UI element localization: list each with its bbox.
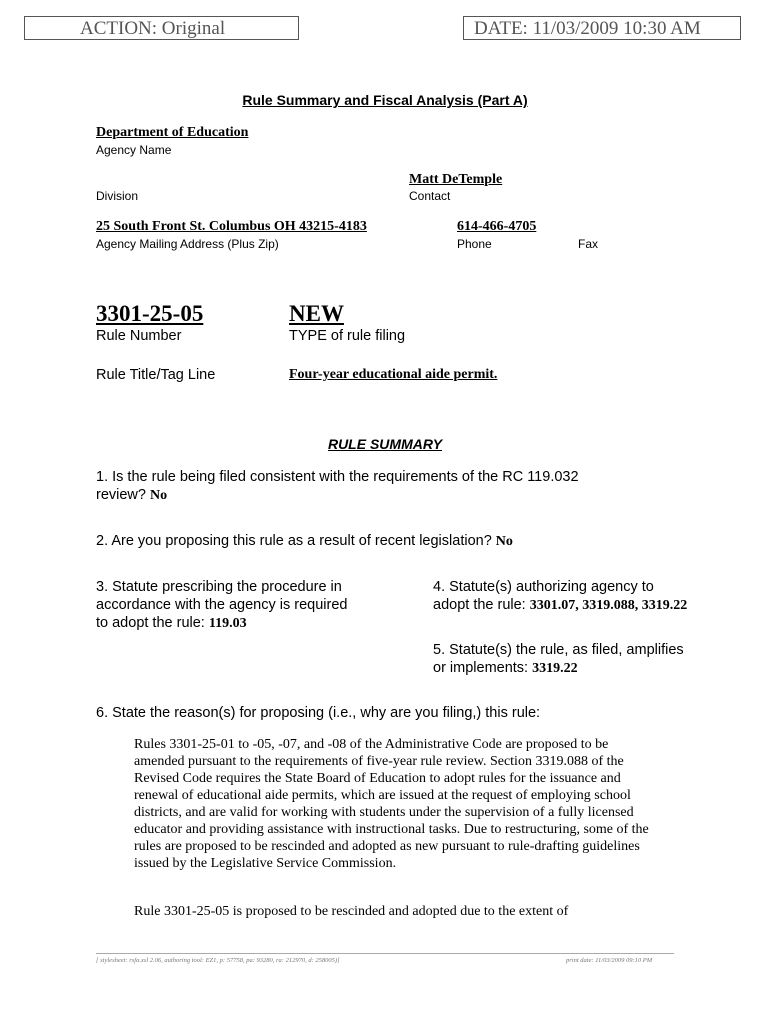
footer-print-date: print date: 11/03/2009 09:10 PM (566, 957, 653, 964)
division-label: Division (96, 189, 139, 203)
rule-number-value: 3301-25-05 (96, 301, 204, 326)
page-title: Rule Summary and Fiscal Analysis (Part A) (242, 92, 528, 108)
question-3-line1: 3. Statute prescribing the procedure in (96, 579, 342, 595)
rule-summary-heading: RULE SUMMARY (327, 436, 443, 452)
question-1-line2 (96, 486, 579, 505)
question-1-answer: No (150, 488, 168, 503)
date-box (463, 16, 741, 40)
date-text: DATE: 11/03/2009 10:30 AM (474, 18, 701, 39)
question-3 (96, 578, 347, 633)
address-label: Agency Mailing Address (Plus Zip) (96, 237, 279, 251)
question-1-text: review? (96, 487, 146, 503)
question-1-line1: 1. Is the rule being filed consistent with the requirements of the RC 119.032 (96, 469, 579, 485)
footer-stylesheet-info: [ stylesheet: rsfa.xsl 2.06, authoring tool: EZ1, p: 57758, pa: 93280, ra: 212970, d: 258005)] (96, 957, 340, 964)
question-3-answer: 119.03 (208, 616, 247, 631)
question-2 (96, 532, 513, 551)
question-3-line3 (96, 614, 347, 633)
question-3-line2: accordance with the agency is required (96, 597, 348, 613)
question-3-text: to adopt the rule: (96, 615, 205, 631)
question-6: 6. State the reason(s) for proposing (i.e., why are you filing,) this rule: (96, 705, 541, 721)
rule-number-label: Rule Number (96, 328, 182, 344)
action-box (24, 16, 299, 40)
question-4 (433, 578, 687, 615)
question-5-line1: 5. Statute(s) the rule, as filed, amplifies (433, 642, 684, 658)
rule-title-value: Four-year educational aide permit. (289, 367, 498, 382)
question-2-text: 2. Are you proposing this rule as a result of recent legislation? (96, 533, 492, 549)
question-4-line2 (433, 596, 687, 615)
phone-label: Phone (457, 237, 492, 251)
rule-title-label: Rule Title/Tag Line (96, 367, 216, 383)
question-1 (96, 468, 579, 505)
agency-name-label: Agency Name (96, 143, 172, 157)
question-2-answer: No (495, 534, 513, 549)
phone-value: 614-466-4705 (457, 219, 537, 234)
question-5-text: or implements: (433, 660, 529, 676)
reason-paragraph-2: Rule 3301-25-05 is proposed to be rescinded and adopted due to the extent of (134, 904, 569, 919)
question-4-answer: 3301.07, 3319.088, 3319.22 (529, 598, 688, 613)
question-4-text: adopt the rule: (433, 597, 526, 613)
rule-type-label: TYPE of rule filing (289, 328, 406, 344)
rule-type-value: NEW (289, 301, 344, 326)
footer-divider (96, 953, 674, 954)
question-5-answer: 3319.22 (532, 661, 578, 676)
address-value: 25 South Front St. Columbus OH 43215-4183 (96, 219, 367, 234)
contact-label: Contact (409, 189, 451, 203)
contact-value: Matt DeTemple (409, 172, 503, 187)
reason-paragraph-1: Rules 3301-25-01 to -05, -07, and -08 of the Administrative Code are proposed to be amended pursuant to the requirements of five-year rule review. Section 3319.088 of the Revised Code requires the State Board of Education to adopt rules for the issuance and renewal of educational aide permits, which are issued at the request of employing school districts, and are valid for working with students under the supervision of a fully licensed educator and providing assistance with instructional tasks. Due to restructuring, some of the rules are proposed to be rescinded and adopted as new pursuant to rule-drafting guidelines issued by the Legislative Service Commission. (134, 737, 649, 871)
question-5 (433, 641, 684, 678)
question-4-line1: 4. Statute(s) authorizing agency to (433, 579, 654, 595)
question-5-line2 (433, 659, 684, 678)
fax-label: Fax (578, 237, 599, 251)
agency-name-value: Department of Education (96, 125, 249, 140)
action-text: ACTION: Original (80, 18, 226, 39)
